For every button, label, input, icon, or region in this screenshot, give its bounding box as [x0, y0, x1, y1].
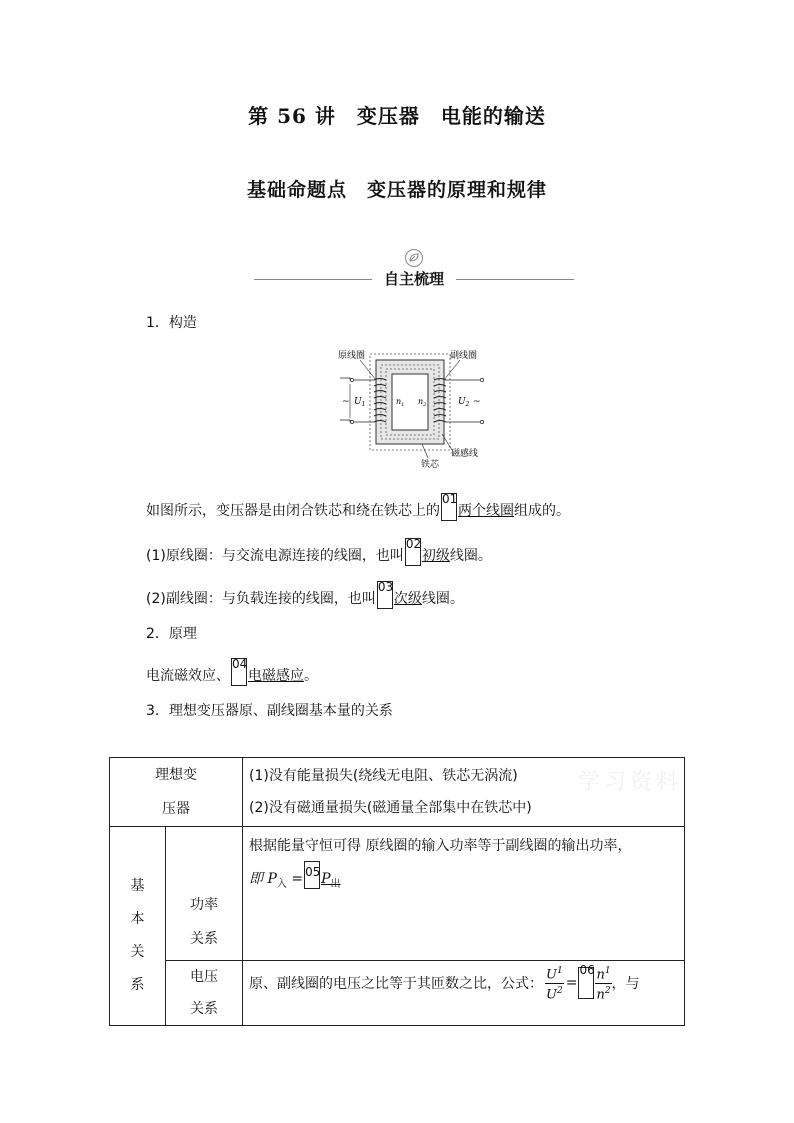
para1-post: 组成的。 — [514, 503, 570, 519]
basic-char-3: 关 — [130, 943, 145, 960]
label-primary-coil: 原线圈 — [338, 351, 366, 361]
primary-wire-top — [340, 378, 374, 380]
power-formula — [249, 861, 678, 900]
table-row-voltage — [110, 961, 685, 1026]
para2-text: (1)原线圈：与交流电源连接的线圈，也叫 — [146, 548, 404, 564]
answer-blank-05[interactable]: 05 — [304, 861, 320, 889]
paragraph-primary-coil — [146, 538, 492, 566]
cell-basic-label — [110, 827, 166, 1026]
para1-text: 如图所示，变压器是由闭合铁芯和绕在铁芯上的 — [146, 503, 440, 519]
fraction-n: $n^1$ $n^2$ — [596, 966, 611, 1002]
basic-char-4: 系 — [130, 976, 145, 993]
relation-table — [109, 757, 685, 1026]
basic-char-1: 基 — [130, 877, 145, 894]
ideal-label-2: 压器 — [162, 801, 190, 817]
watermark: 学习资料 — [578, 770, 683, 795]
terminal-s2 — [480, 420, 483, 423]
power-in-sub: 入 — [276, 878, 287, 890]
answer-05: $P_出$ — [321, 871, 341, 890]
fraction-u: $\frac{U^1}{U^2}$ — [546, 966, 563, 1002]
cell-ideal-label — [110, 758, 243, 827]
power-line-1: 根据能量守恒可得 原线圈的输入功率等于副线圈的输出功率， — [249, 838, 632, 854]
label-u2: $U_2$ — [458, 397, 470, 408]
answer-02: 初级 — [421, 548, 450, 564]
voltage-text: 原、副线圈的电压之比等于其匝数之比，公式： — [249, 976, 543, 992]
basic-char-2: 本 — [130, 910, 145, 927]
para2-post: 线圈。 — [449, 548, 492, 564]
voltage-label-1: 电压 — [190, 969, 218, 985]
answer-01: 两个线圈 — [458, 503, 514, 519]
cell-voltage-desc — [243, 961, 685, 1026]
ideal-label-1: 理想变 — [155, 767, 197, 783]
leader-primary — [360, 360, 376, 380]
terminal-p2 — [350, 420, 353, 423]
para4-text: 电流磁效应、 — [146, 668, 230, 684]
answer-blank-04[interactable]: 04 — [231, 658, 247, 686]
table-row-power — [110, 827, 685, 961]
answer-blank-02[interactable]: 02 — [405, 538, 421, 566]
transformer-diagram — [330, 346, 490, 470]
table-row-ideal — [110, 758, 685, 827]
section-label: 自主梳理 — [383, 270, 444, 288]
ideal-line-1: (1)没有能量损失(绕线无电阻、铁芯无涡流) — [249, 768, 518, 784]
cell-ideal-desc — [243, 758, 685, 827]
label-n2: $n_2$ — [418, 397, 427, 408]
para4-post: 。 — [304, 668, 318, 684]
cell-power-label — [166, 827, 243, 961]
power-label-2: 关系 — [190, 931, 218, 947]
power-p-in: 即 P — [249, 871, 277, 887]
ideal-line-2: (2)没有磁通量损失(磁通量全部集中在铁芯中) — [249, 800, 532, 816]
cell-voltage-label — [166, 961, 243, 1026]
leaf-icon — [404, 248, 424, 268]
paragraph-principle — [146, 658, 318, 686]
lecture-title: 第 56 讲 变压器 电能的输送 — [248, 104, 546, 128]
primary-wire-bottom — [340, 420, 374, 422]
label-ac-left: ~ — [342, 397, 350, 407]
answer-blank-01[interactable]: 01 — [441, 493, 457, 521]
label-u1: $U_1$ — [354, 397, 366, 408]
voltage-label-2: 关系 — [190, 1001, 218, 1017]
item-2-heading: 2．原理 — [146, 626, 197, 642]
section-subtitle: 基础命题点 变压器的原理和规律 — [246, 179, 547, 201]
voltage-post: ，与 — [611, 976, 640, 992]
voltage-line — [249, 965, 678, 1001]
answer-04: 电磁感应 — [248, 668, 304, 684]
paragraph-structure — [146, 493, 570, 521]
cell-power-desc — [243, 827, 685, 961]
power-label-1: 功率 — [190, 897, 218, 913]
leader-core — [422, 444, 428, 458]
terminal-s1 — [480, 378, 483, 381]
item-3-heading: 3．理想变压器原、副线圈基本量的关系 — [146, 703, 393, 719]
paragraph-secondary-coil — [146, 581, 464, 609]
answer-blank-03[interactable]: 03 — [377, 581, 393, 609]
label-field-lines: 磁感线 — [451, 449, 479, 459]
para3-text: (2)副线圈：与负载连接的线圈，也叫 — [146, 591, 376, 607]
para3-post: 线圈。 — [421, 591, 464, 607]
answer-03: 次级 — [393, 591, 422, 607]
section-header — [254, 248, 574, 294]
voltage-eq: = — [565, 975, 578, 991]
terminal-p1 — [350, 378, 353, 381]
leader-secondary — [444, 360, 460, 380]
power-eq: = — [286, 871, 304, 887]
label-iron-core: 铁芯 — [421, 460, 440, 470]
label-n1: $n_1$ — [396, 397, 405, 408]
section-divider-right — [456, 279, 574, 280]
answer-blank-06[interactable]: 06 — [578, 967, 594, 999]
item-1-heading: 1．构造 — [146, 315, 197, 331]
label-ac-right: ~ — [473, 397, 481, 407]
label-secondary-coil: 副线圈 — [450, 351, 478, 361]
